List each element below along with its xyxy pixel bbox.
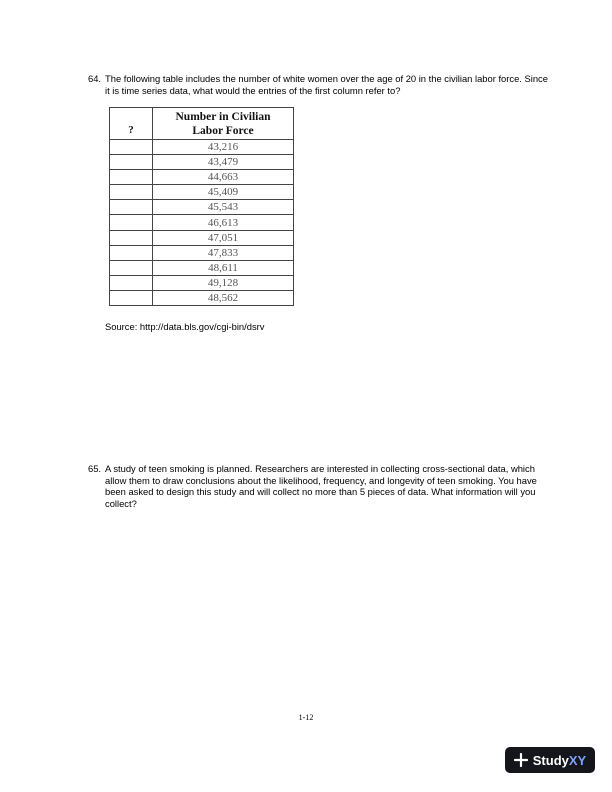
- table-cell-unknown: [110, 260, 153, 275]
- table-row: [110, 170, 294, 185]
- table-cell-value: 46,613: [153, 215, 294, 230]
- table-cell-value: 44,663: [153, 170, 294, 185]
- source-citation: Source: http://data.bls.gov/cgi-bin/dsrv: [105, 321, 265, 332]
- table-cell-unknown: [110, 290, 153, 305]
- table-cell-unknown: [110, 215, 153, 230]
- table-cell-unknown: [110, 275, 153, 290]
- table-row: [110, 185, 294, 200]
- question-number: 64.: [88, 73, 102, 84]
- table-cell-value: 43,479: [153, 155, 294, 170]
- page-number: 1-12: [298, 713, 314, 722]
- table-cell-value: 47,833: [153, 245, 294, 260]
- table-cell-value: 45,409: [153, 185, 294, 200]
- table-row: [110, 245, 294, 260]
- table-cell-value: 45,543: [153, 200, 294, 215]
- column-header-labor-force: [153, 108, 294, 140]
- labor-force-table: [109, 107, 294, 306]
- question-text: A study of teen smoking is planned. Researchers are interested in collecting cross-sectional data, which allow them to draw conclusions about the likelihood, frequency, and longevity of teen smoking. You have been asked to design this study and will collect no more than 5 pieces of data. What information will you collect?: [105, 463, 537, 509]
- table-cell-value: 43,216: [153, 140, 294, 155]
- table-cell-value: 48,562: [153, 290, 294, 305]
- table-row: [110, 140, 294, 155]
- question-text: The following table includes the number of white women over the age of 20 in the civilian labor force. Since it is time series data, what would the entries of the first column refer to?: [105, 73, 548, 96]
- table-cell-unknown: [110, 230, 153, 245]
- table-cell-value: 49,128: [153, 275, 294, 290]
- table-cell-unknown: [110, 185, 153, 200]
- table-cell-value: 47,051: [153, 230, 294, 245]
- table-cell-unknown: [110, 170, 153, 185]
- header-line-2: Labor Force: [192, 124, 254, 137]
- table-cell-unknown: [110, 200, 153, 215]
- table-cell-unknown: [110, 155, 153, 170]
- table-row: [110, 230, 294, 245]
- table-row: [110, 200, 294, 215]
- table-row: [110, 290, 294, 305]
- table-cell-unknown: [110, 140, 153, 155]
- question-65: [88, 463, 550, 509]
- question-64: [88, 73, 550, 96]
- table-header-row: [110, 108, 294, 140]
- table-cell-value: 48,611: [153, 260, 294, 275]
- studyxy-badge[interactable]: [505, 747, 595, 773]
- table-row: [110, 275, 294, 290]
- table-cell-unknown: [110, 245, 153, 260]
- header-line-1: Number in Civilian: [175, 110, 271, 123]
- badge-brand-main: Study: [532, 752, 569, 768]
- table-row: [110, 215, 294, 230]
- column-header-unknown: ?: [110, 108, 153, 140]
- table-row: [110, 260, 294, 275]
- table-row: [110, 155, 294, 170]
- badge-brand: [533, 753, 586, 768]
- question-number: 65.: [88, 463, 102, 474]
- plus-icon: [514, 753, 528, 767]
- badge-brand-accent: XY: [568, 752, 587, 768]
